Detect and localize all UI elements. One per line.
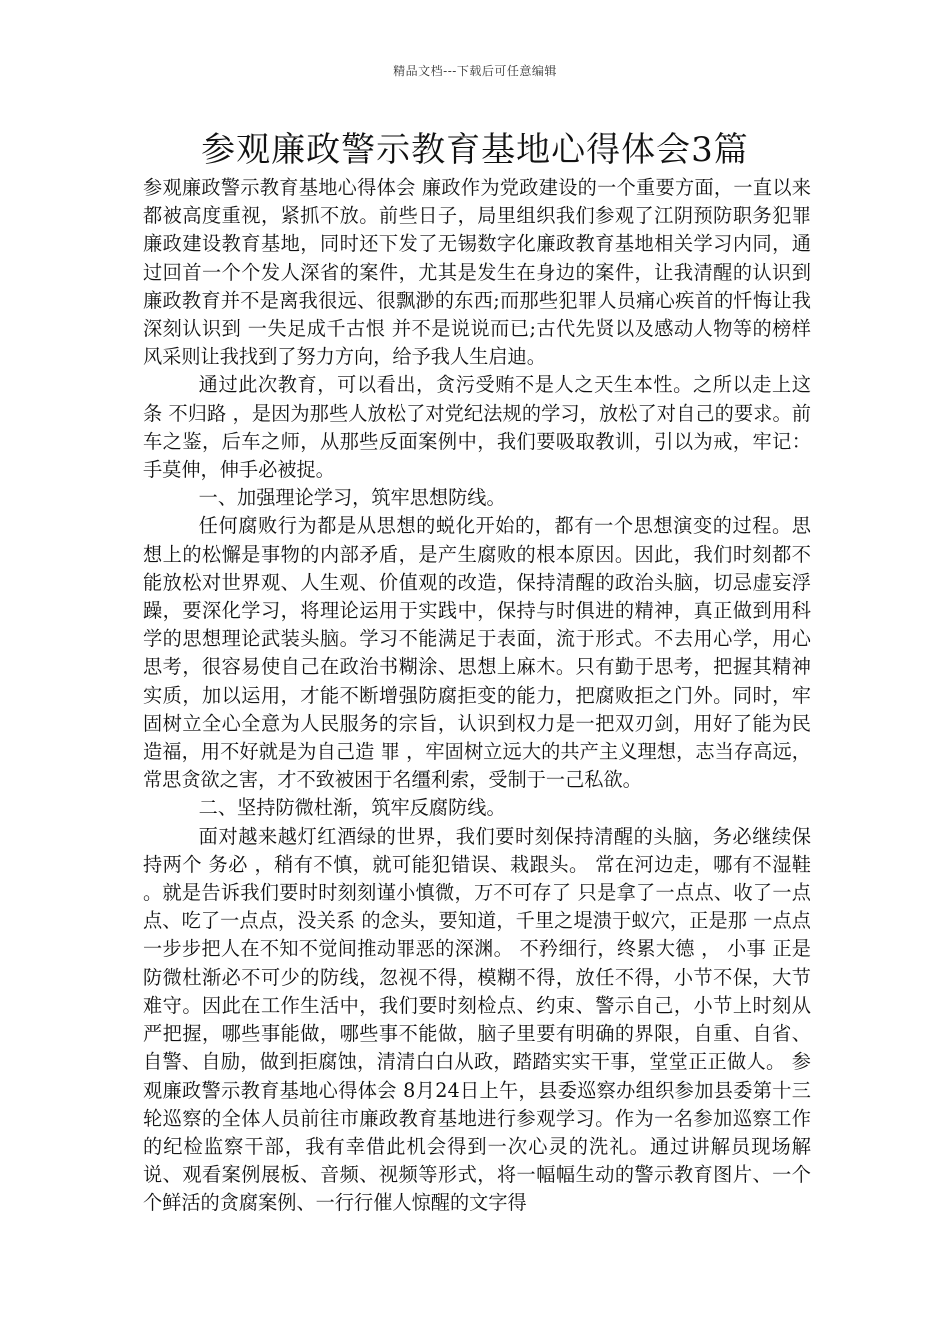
document-body [143, 174, 811, 1218]
paragraph: 任何腐败行为都是从思想的蜕化开始的，都有一个思想演变的过程。思想上的松懈是事物的内部矛盾，是产生腐败的根本原因。因此，我们时刻都不能放松对世界观、人生观、价值观的改造，保持清醒的政治头脑，切忌虚妄浮躁，要深化学习，将理论运用于实践中，保持与时俱进的精神，真正做到用科学的思想理论武装头脑。学习不能满足于表面，流于形式。不去用心学，用心思考，很容易使自己在政治书糊涂、思想上麻木。只有勤于思考，把握其精神实质，加以运用，才能不断增强防腐拒变的能力，把腐败拒之门外。同时，牢固树立全心全意为人民服务的宗旨，认识到权力是一把双刃剑，用好了能为民造福，用不好就是为自己造 罪 ，牢固树立远大的共产主义理想，志当存高远，常思贪欲之害，才不致被困于名缰利索，受制于一己私欲。 [143, 514, 811, 792]
section-heading: 二、坚持防微杜渐，筑牢反腐防线。 [198, 796, 506, 820]
document-title: 参观廉政警示教育基地心得体会3篇 [201, 130, 749, 170]
page-header: 精品文档---下载后可任意编辑 [393, 64, 557, 78]
paragraph: 面对越来越灯红酒绿的世界，我们要时刻保持清醒的头脑，务必继续保持两个 务必 ，稍有不慎，就可能犯错误、栽跟头。 常在河边走，哪有不湿鞋 。就是告诉我们要时时刻刻谨小慎微，万不可存了 只是拿了一点点、收了一点点、吃了一点点，没关系 的念头，要知道，千里之堤溃于蚁穴，正是那 一点点 一步步把人在不知不觉间推动罪恶的深渊。 不矜细行，终累大德 ， 小事 正是防微杜渐必不可少的防线，忽视不得，模糊不得，放任不得，小节不保，大节难守。因此在工作生活中，我们要时刻检点、约束、警示自己，小节上时刻从严把握，哪些事能做，哪些事不能做，脑子里要有明确的界限，自重、自省、自警、自励，做到拒腐蚀，清清白白从政，踏踏实实干事，堂堂正正做人。 参观廉政警示教育基地心得体会 8月24日上午，县委巡察办组织参加县委第十三轮巡察的全体人员前往市廉政教育基地进行参观学习。作为一名参加巡察工作的纪检监察干部，我有幸借此机会得到一次心灵的洗礼。通过讲解员现场解说、观看案例展板、音频、视频等形式，将一幅幅生动的警示教育图片、一个个鲜活的贪腐案例、一行行催人惊醒的文字得 [143, 824, 811, 1215]
paragraph: 通过此次教育，可以看出，贪污受贿不是人之天生本性。之所以走上这条 不归路 ，是因为那些人放松了对党纪法规的学习，放松了对自己的要求。前车之鉴，后车之师，从那些反面案例中，我们要吸取教训，引以为戒，牢记：手莫伸，伸手必被捉。 [143, 373, 811, 482]
section-heading: 一、加强理论学习，筑牢思想防线。 [198, 486, 506, 510]
paragraph: 参观廉政警示教育基地心得体会 廉政作为党政建设的一个重要方面，一直以来都被高度重视，紧抓不放。前些日子，局里组织我们参观了江阴预防职务犯罪廉政建设教育基地，同时还下发了无锡数字化廉政教育基地相关学习内同，通过回首一个个发人深省的案件，尤其是发生在身边的案件，让我清醒的认识到廉政教育并不是离我很远、很飘渺的东西;而那些犯罪人员痛心疾首的忏悔让我深刻认识到 一失足成千古恨 并不是说说而已;古代先贤以及感动人物等的榜样风采则让我找到了努力方向，给予我人生启迪。 [143, 176, 811, 369]
